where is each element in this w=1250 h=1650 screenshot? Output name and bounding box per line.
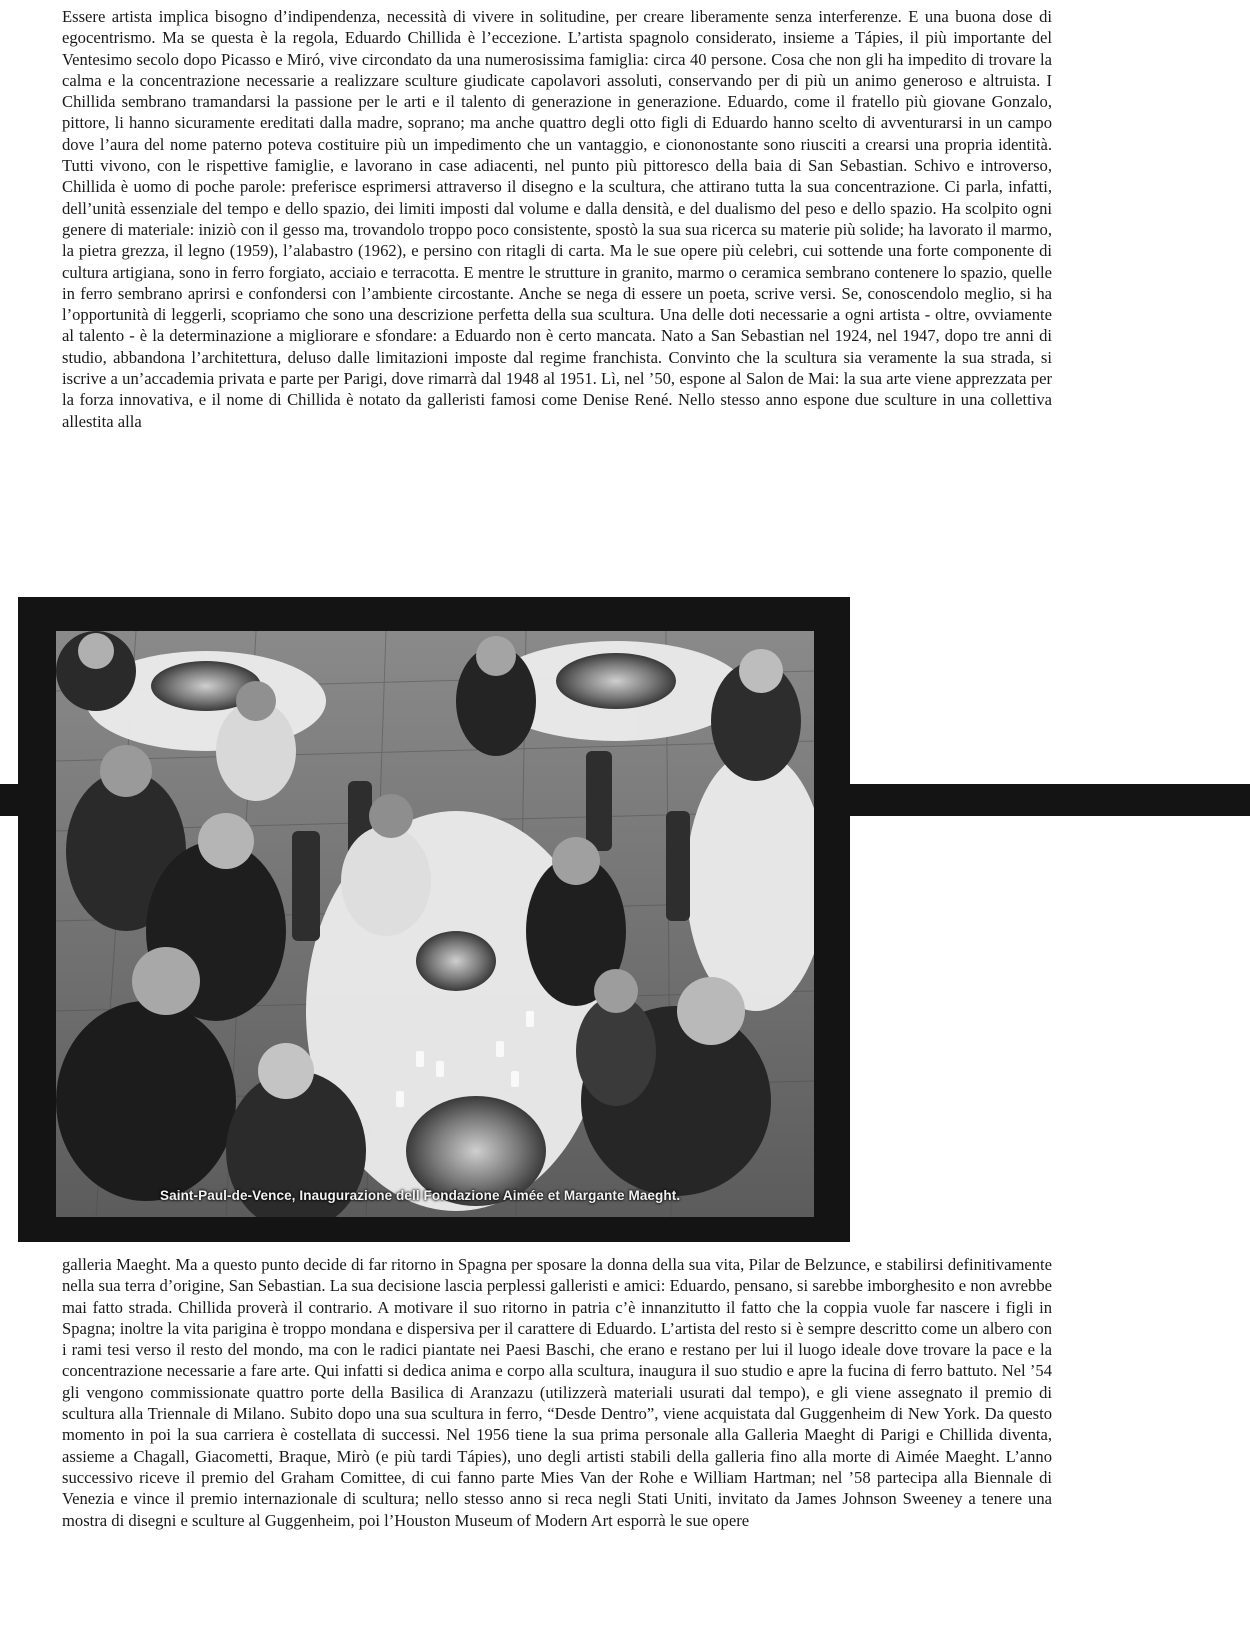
article-paragraph-bottom: galleria Maeght. Ma a questo punto decide di far ritorno in Spagna per sposare la donna della sua vita, Pilar de Belzunce, e stabilirsi definitivamente nella sua terra d’origine, San Sebastian. La sua decisione lascia perplessi galleristi e amici: Eduardo, pensano, si sarebbe imborghesito e non avrebbe mai fatto strada. Chillida proverà il contrario. A motivare il suo ritorno in patria c’è innanzitutto il fatto che la coppia vuole far nascere i figli in Spagna; inoltre la vita parigina è troppo mondana e dispersiva per il carattere di Eduardo. L’artista del resto si è sempre descritto come un albero con i rami tesi verso il resto del mondo, ma con le radici piantate nei Paesi Baschi, che erano e restano per lui il luogo ideale dove trovare la pace e la concentrazione necessarie a fare arte. Qui infatti si dedica anima e corpo alla scultura, inaugura il suo studio e apre la fucina di ferro battuto. Nel ’54 gli vengono commissionate quattro porte della Basilica di Aranzazu (utilizzerà materiali usurati dal tempo), e gli viene assegnato il premio di scultura alla Triennale di Milano. Subito dopo una sua scultura in ferro, “Desde Dentro”, viene acquistata dal Guggenheim di New York. Da questo momento in poi la sua carriera è costellata di successi. Nel 1956 tiene la sua prima personale alla Galleria Maeght di Parigi e Chillida diventa, assieme a Chagall, Giacometti, Braque, Mirò (e più tardi Tápies), uno degli artisti stabili della galleria fino alla morte di Aimée Maeght. L’anno successivo riceve il premio del Graham Comittee, di cui fanno parte Mies Van der Rohe e William Hartman; nel ’58 partecipa alla Biennale di Venezia e vince il premio internazionale di scultura; nello stesso anno si reca negli Stati Uniti, invitato da James Johnson Sweeney a tenere una mostra di disegni e sculture al Guggenheim, poi l’Houston Museum of Modern Art esporrà le sue opere (62, 1255, 1052, 1530)
photo-caption: Saint-Paul-de-Vence, Inaugurazione dell Fondazione Aimée et Margante Maeght. (160, 1188, 681, 1203)
decorative-bar-right (848, 784, 1250, 816)
article-paragraph-top: Essere artista implica bisogno d’indipendenza, necessità di vivere in solitudine, per creare liberamente senza interferenze. E una buona dose di egocentrismo. Ma se questa è la regola, Eduardo Chillida è l’eccezione. L’artista spagnolo considerato, insieme a Tápies, il più importante del Ventesimo secolo dopo Picasso e Miró, vive circondato da una numerosissima famiglia: circa 40 persone. Cosa che non gli ha impedito di trovare la calma e la concentrazione necessarie a realizzare sculture giudicate capolavori assoluti, conservando per di più un animo generoso e altruista. I Chillida sembrano tramandarsi la passione per le arti e il talento di generazione in generazione. Eduardo, come il fratello più giovane Gonzalo, pittore, li hanno sicuramente ereditati dalla madre, soprano; ma anche quattro degli otto figli di Eduardo hanno scelto di avventurarsi in un campo dove l’aura del nome paterno poteva costituire più un impedimento che un vantaggio, e ciononostante sono riusciti a crearsi una propria identità. Tutti vivono, con le rispettive famiglie, e lavorano in case adiacenti, nel punto più pittoresco della baia di San Sebastian. Schivo e introverso, Chillida è uomo di poche parole: preferisce esprimersi attraverso il disegno e la scultura, che attirano tutta la sua concentrazione. Ci parla, infatti, dell’unità essenziale del tempo e dello spazio, dei limiti imposti dal volume e dalla densità, e del dualismo del peso e dello spazio. Ha scolpito ogni genere di materiale: iniziò con il gesso ma, trovandolo troppo poco consistente, spostò la sua sua ricerca su materie più solide; ha lavorato il marmo, la pietra grezza, il legno (1959), l’alabastro (1962), e persino con ritagli di carta. Ma le sue opere più celebri, cui sottende una forte componente di cultura artigiana, sono in ferro forgiato, acciaio e terracotta. E mentre le strutture in granito, marmo o ceramica sembrano contenere lo spazio, quelle in ferro sembrano aprirsi e confondersi con l’ambiente circostante. Anche se nega di essere un poeta, scrive versi. Se, conoscendolo meglio, si ha l’opportunità di leggerli, scopriamo che sono una descrizione perfetta della sua scultura. Una delle doti necessarie a ogni artista - oltre, ovviamente al talento - è la determinazione a migliorare e sfondare: a Eduardo non è certo mancata. Nato a San Sebastian nel 1924, nel 1947, dopo tre anni di studio, abbandona l’architettura, deluso dalle limitazioni imposte dal regime franchista. Convinto che la scultura sia veramente la sua strada, si iscrive a un’accademia privata e parte per Parigi, dove rimarrà dal 1948 al 1951. Lì, nel ’50, espone al Salon de Mai: la sua arte viene apprezzata per la forza innovativa, e il nome di Chillida è notato da galleristi famosi come Denise René. Nello stesso anno espone due sculture in una collettiva allestita alla (62, 7, 1052, 431)
photo-frame (18, 597, 850, 1242)
banquet-photo-illustration (56, 631, 814, 1217)
banquet-photo (56, 631, 814, 1217)
